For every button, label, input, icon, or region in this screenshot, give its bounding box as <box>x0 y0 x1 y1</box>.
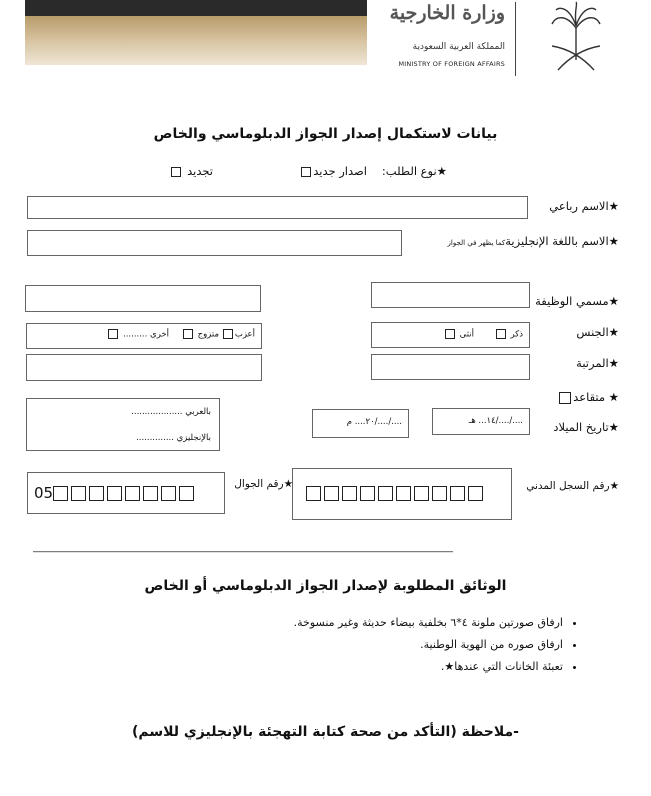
single-option[interactable]: أعزب <box>221 329 255 340</box>
ministry-name-ar: وزارة الخارجية <box>389 2 505 24</box>
retired-checkbox[interactable] <box>559 392 571 404</box>
gender-box <box>371 322 530 348</box>
new-issue-option[interactable]: اصدار جديد <box>299 164 367 178</box>
rank-extra-input[interactable] <box>26 354 262 381</box>
header-divider <box>515 2 516 76</box>
other-checkbox[interactable] <box>108 329 118 339</box>
spelling-note: -ملاحظة (التأكد من صحة كتابة التهجئة بالإنجليزي للاسم) <box>132 724 519 740</box>
gender-label: ★الجنس <box>576 325 619 339</box>
mobile-prefix: 05 <box>34 484 54 502</box>
job-title-label: ★مسمي الوظيفة <box>535 294 619 308</box>
header-banner <box>25 0 367 65</box>
rank-input[interactable] <box>371 354 530 380</box>
documents-item: • ارفاق صوره من الهوية الوطنية. <box>143 634 563 656</box>
job-title-input[interactable] <box>371 282 530 308</box>
birthplace-box[interactable] <box>26 398 220 451</box>
male-checkbox[interactable] <box>496 329 506 339</box>
dob-label: ★تاريخ الميلاد <box>553 420 619 434</box>
english-name-input[interactable] <box>27 230 402 256</box>
greg-date-text: ..../..../٢٠.... م <box>346 417 402 427</box>
documents-item: • تعبئة الخانات التي عندها★. <box>143 656 563 678</box>
form-title: بيانات لاستكمال إصدار الجواز الدبلوماسي والخاص <box>153 126 498 142</box>
mobile-label: ★رقم الجوال <box>234 478 293 490</box>
male-option[interactable]: ذكر <box>494 329 523 340</box>
civil-id-input[interactable] <box>292 468 512 520</box>
birthplace-ar: بالعربي ................... <box>131 407 211 417</box>
mobile-digit-boxes <box>34 484 197 502</box>
married-option[interactable]: متزوج <box>181 329 219 340</box>
request-type-label: ★نوع الطلب: <box>381 164 447 178</box>
renewal-option[interactable]: تجديد <box>169 164 213 178</box>
dob-hijri-input[interactable] <box>432 408 530 435</box>
renewal-checkbox[interactable] <box>171 167 181 177</box>
dob-gregorian-input[interactable] <box>312 409 409 438</box>
documents-title: الوثائق المطلوبة لإصدار الجواز الدبلوماسي أو الخاص <box>144 578 507 594</box>
full-name-label: ★الاسم رباعي <box>549 199 619 213</box>
job-title-extra-input[interactable] <box>25 285 261 312</box>
single-checkbox[interactable] <box>223 329 233 339</box>
mobile-input[interactable] <box>27 472 225 514</box>
english-name-label: ★الاسم باللغة الإنجليزيةكما يظهر في الجواز <box>447 234 619 248</box>
married-checkbox[interactable] <box>183 329 193 339</box>
new-issue-checkbox[interactable] <box>301 167 311 177</box>
female-option[interactable]: أنثى <box>443 329 474 340</box>
saudi-emblem-icon <box>530 0 622 76</box>
hijri-date-text: ..../..../١٤... هـ <box>468 416 523 426</box>
documents-item: • ارفاق صورتين ملونة ٤*٦ بخلفية بيضاء حديثة وغير منسوخة. <box>143 612 563 634</box>
full-name-input[interactable] <box>27 196 528 219</box>
ministry-name-en: MINISTRY OF FOREIGN AFFAIRS <box>398 60 505 68</box>
kingdom-name-ar: المملكة العربية السعودية <box>412 42 505 52</box>
civil-id-digit-boxes <box>306 483 486 502</box>
marital-status-box <box>26 323 262 349</box>
female-checkbox[interactable] <box>445 329 455 339</box>
rank-label: ★المرتبة <box>576 356 619 370</box>
other-option[interactable]: أخرى ......... <box>106 329 169 340</box>
birthplace-en: بالإنجليزي .............. <box>136 433 211 443</box>
documents-list <box>143 612 579 678</box>
separator-line: ____________________________________________________________________________________ <box>33 542 453 553</box>
retired-option[interactable]: ★ متقاعد <box>557 390 619 404</box>
civil-id-label: ★رقم السجل المدني <box>526 480 619 492</box>
